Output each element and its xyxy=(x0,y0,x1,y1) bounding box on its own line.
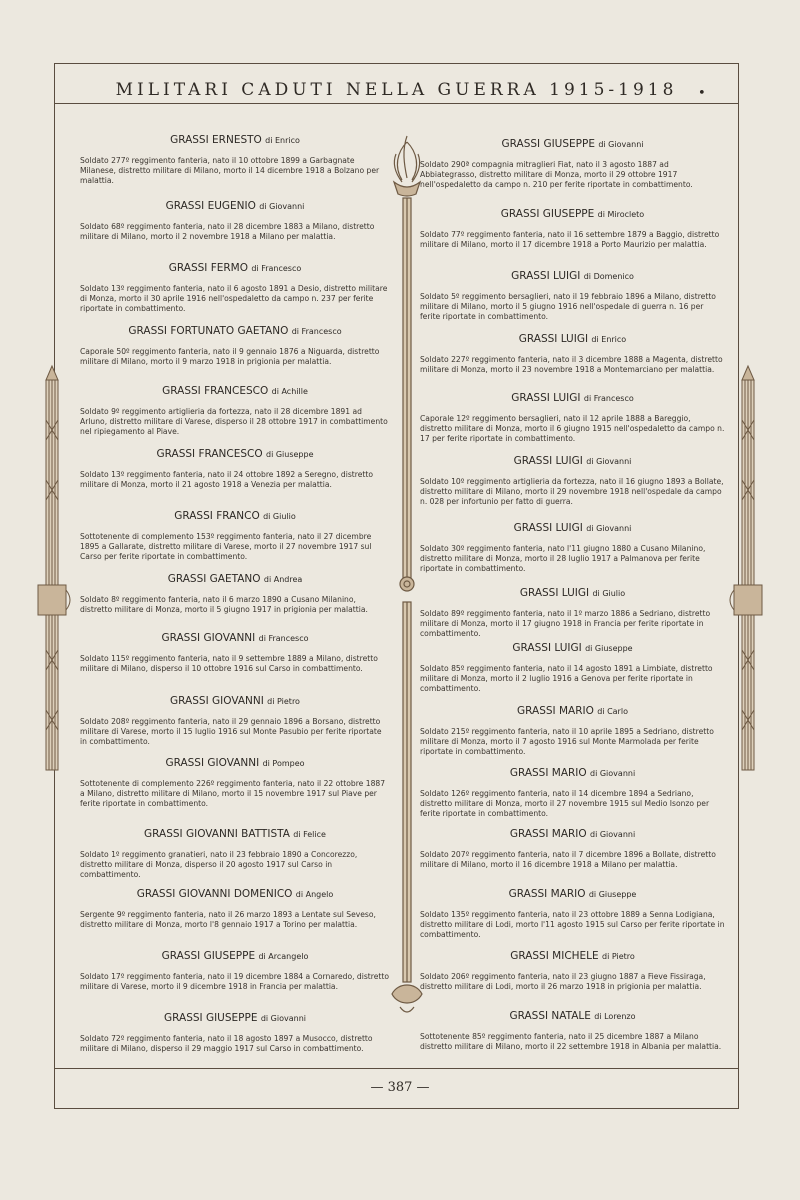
entry-name: GRASSI FERMO xyxy=(168,262,248,274)
entry-description: Soldato 77º reggimento fanteria, nato il 16 settembre 1879 a Baggio, distretto militare di Milano, morto il 17 dicembre 1918 a Porto Maurizio per malattia. xyxy=(420,230,720,249)
footer-rule xyxy=(54,1068,739,1069)
entry-parent: di Francesco xyxy=(258,634,309,643)
entry xyxy=(80,1012,390,1054)
entry-parent: di Giovanni xyxy=(590,830,636,839)
entry-description: Soldato 9º reggimento artiglieria da fortezza, nato il 28 dicembre 1891 ad Arluno, distretto militare di Varese, disperso il 28 ottobre 1917 in combattimento nel ripiegamento al Piave. xyxy=(80,407,388,436)
entry-parent: di Giulio xyxy=(592,589,626,598)
entry-name: GRASSI GIOVANNI xyxy=(170,695,264,707)
right-fasces-ornament xyxy=(728,360,768,780)
entry-description: Soldato 215º reggimento fanteria, nato il 10 aprile 1895 a Sedriano, distretto militare di Monza, morto il 7 agosto 1916 sul Monte Marmolada per ferite riportate in combattimento. xyxy=(420,727,714,756)
entry xyxy=(420,522,725,574)
entry-parent: di Giuseppe xyxy=(585,644,633,653)
entry-name: GRASSI GIOVANNI xyxy=(165,757,260,769)
entry-name: GRASSI LUIGI xyxy=(518,333,589,345)
entry-parent: di Giovanni xyxy=(598,140,644,149)
entry-name: GRASSI MARIO xyxy=(509,828,587,840)
entry-description: Soldato 30º reggimento fanteria, nato l'11 giugno 1880 a Cusano Milanino, distretto militare di Monza, morto il 28 luglio 1917 a Palmanova per ferite riportate in combattimento. xyxy=(420,544,706,573)
page-number: — 387 — xyxy=(370,1080,430,1095)
entry-name: GRASSI GIOVANNI DOMENICO xyxy=(136,888,293,900)
entry-parent: di Pompeo xyxy=(262,759,305,768)
entry-parent: di Arcangelo xyxy=(258,952,309,961)
entry-name: GRASSI FRANCESCO xyxy=(162,385,269,397)
entry xyxy=(80,888,390,930)
entry xyxy=(80,757,390,809)
entry xyxy=(420,705,725,757)
entry-parent: di Felice xyxy=(293,830,326,839)
entry-description: Soldato 85º reggimento fanteria, nato il 14 agosto 1891 a Limbiate, distretto militare di Monza, morto il 2 luglio 1916 a Genova per ferite riportate in combattimento. xyxy=(420,664,713,693)
entry xyxy=(420,455,725,507)
entry-description: Soldato 227º reggimento fanteria, nato il 3 dicembre 1888 a Magenta, distretto militare di Monza, morto il 23 novembre 1918 a Montemarciano per malattia. xyxy=(420,355,723,374)
entry xyxy=(80,134,390,186)
entry xyxy=(80,828,390,880)
header-rule xyxy=(54,103,739,104)
entry-description: Soldato 115º reggimento fanteria, nato il 9 settembre 1889 a Milano, distretto militare di Milano, disperso il 10 ottobre 1916 sul Carso in combattimento. xyxy=(80,654,378,673)
entry xyxy=(420,333,725,375)
entry-parent: di Francesco xyxy=(291,327,342,336)
entry-name: GRASSI LUIGI xyxy=(512,642,582,654)
entry-parent: di Enrico xyxy=(591,335,627,344)
entry-description: Soldato 10º reggimento artiglieria da fortezza, nato il 16 giugno 1893 a Bollate, distretto militare di Milano, morto il 29 novembre 1918 nell'ospedale da campo n. 028 per infortunio per fatto di guerra. xyxy=(420,477,724,506)
entry-name: GRASSI GIUSEPPE xyxy=(161,950,256,962)
entry-name: GRASSI LUIGI xyxy=(519,587,590,599)
entry-description: Soldato 135º reggimento fanteria, nato il 23 ottobre 1889 a Senna Lodigiana, distretto militare di Lodi, morto l'11 agosto 1915 sul Carso per ferite riportate in combattimento. xyxy=(420,910,725,939)
entry-name: GRASSI LUIGI xyxy=(513,455,583,467)
entry-name: GRASSI ERNESTO xyxy=(170,134,262,146)
entry-name: GRASSI NATALE xyxy=(509,1010,591,1022)
entry-name: GRASSI GIOVANNI xyxy=(161,632,256,644)
entry-name: GRASSI LUIGI xyxy=(511,392,581,404)
entry-parent: di Achille xyxy=(271,387,308,396)
entry-parent: di Giovanni xyxy=(590,769,636,778)
entry xyxy=(420,828,725,870)
entry-parent: di Giovanni xyxy=(259,202,305,211)
entry xyxy=(80,200,390,242)
entry-name: GRASSI LUIGI xyxy=(513,522,583,534)
entry xyxy=(80,385,390,437)
entry-parent: di Angelo xyxy=(295,890,334,899)
entry-description: Sergente 9º reggimento fanteria, nato il 26 marzo 1893 a Lentate sul Seveso, distretto militare di Monza, morto l'8 gennaio 1917 a Torino per malattia. xyxy=(80,910,376,929)
entry-name: GRASSI MARIO xyxy=(517,705,594,717)
entry-description: Sottotenente di complemento 153º reggimento fanteria, nato il 27 dicembre 1895 a Gallarate, distretto militare di Varese, morto il 27 novembre 1917 sul Carso per ferite riportate in combattimento. xyxy=(80,532,372,561)
entry xyxy=(80,695,390,747)
entry xyxy=(420,392,725,444)
entry-parent: di Pietro xyxy=(267,697,300,706)
entry-name: GRASSI GIUSEPPE xyxy=(501,138,595,150)
entry-parent: di Francesco xyxy=(251,264,302,273)
entry xyxy=(420,1010,725,1052)
entry-parent: di Domenico xyxy=(583,272,634,281)
entry-description: Soldato 5º reggimento bersaglieri, nato il 19 febbraio 1896 a Milano, distretto militare di Milano, morto il 5 giugno 1916 nell'ospedale di guerra n. 16 per ferite riportate in combattimento. xyxy=(420,292,716,321)
entry-parent: di Andrea xyxy=(263,575,303,584)
entry-parent: di Giuseppe xyxy=(588,890,637,899)
entry-parent: di Giovanni xyxy=(586,457,632,466)
entry-parent: di Carlo xyxy=(597,707,628,716)
entry-parent: di Mirocleto xyxy=(597,210,645,219)
entry-description: Soldato 1º reggimento granatieri, nato il 23 febbraio 1890 a Concorezzo, distretto militare di Monza, disperso il 20 agosto 1917 sul Carso in combattimento. xyxy=(80,850,358,879)
title-dot: • xyxy=(698,86,706,101)
entry-description: Soldato 277º reggimento fanteria, nato il 10 ottobre 1899 a Garbagnate Milanese, distretto militare di Milano, morto il 14 dicembre 1918 a Bolzano per malattia. xyxy=(80,156,380,185)
entry-parent: di Francesco xyxy=(583,394,634,403)
entry xyxy=(80,573,390,615)
entry-parent: di Giovanni xyxy=(586,524,632,533)
entry-name: GRASSI GAETANO xyxy=(167,573,261,585)
entry-description: Soldato 290ª compagnia mitraglieri Fiat, nato il 3 agosto 1887 ad Abbiategrasso, distretto militare di Monza, morto il 29 ottobre 1917 nell'ospedaletto da campo n. 210 per ferite riportate in combattimento. xyxy=(420,160,693,189)
entry-description: Soldato 89º reggimento fanteria, nato il 1º marzo 1886 a Sedriano, distretto militare di Monza, morto il 17 giugno 1918 in Francia per ferite riportate in combattimento. xyxy=(420,609,711,638)
entry xyxy=(80,325,390,367)
entry xyxy=(420,138,725,190)
left-fasces-ornament xyxy=(32,360,72,780)
entry xyxy=(80,632,390,674)
entry-name: GRASSI MARIO xyxy=(508,888,586,900)
entry-name: GRASSI MARIO xyxy=(509,767,587,779)
entry xyxy=(420,767,725,819)
entry-parent: di Lorenzo xyxy=(594,1012,636,1021)
entry-name: GRASSI LUIGI xyxy=(511,270,581,282)
entry-parent: di Giovanni xyxy=(260,1014,306,1023)
entry-parent: di Giulio xyxy=(263,512,296,521)
entry xyxy=(420,950,725,992)
entry-description: Soldato 8º reggimento fanteria, nato il 6 marzo 1890 a Cusano Milanino, distretto militare di Monza, morto il 5 giugno 1917 in prigionia per malattia. xyxy=(80,595,368,614)
entry xyxy=(420,270,725,322)
entry-name: GRASSI FORTUNATO GAETANO xyxy=(128,325,289,337)
entry-description: Soldato 72º reggimento fanteria, nato il 18 agosto 1897 a Musocco, distretto militare di Milano, disperso il 29 maggio 1917 sul Carso in combattimento. xyxy=(80,1034,373,1053)
entry xyxy=(420,642,725,694)
entry-parent: di Pietro xyxy=(602,952,635,961)
entry-name: GRASSI MICHELE xyxy=(510,950,599,962)
entry-description: Soldato 13º reggimento fanteria, nato il 6 agosto 1891 a Desio, distretto militare di Monza, morto il 30 aprile 1916 nell'ospedaletto da campo n. 237 per ferite riportate in combattimento. xyxy=(80,284,388,313)
entry-description: Soldato 206º reggimento fanteria, nato il 23 giugno 1887 a Fieve Fissiraga, distretto militare di Lodi, morto il 26 marzo 1918 in prigionia per malattia. xyxy=(420,972,706,991)
entry-name: GRASSI FRANCO xyxy=(174,510,260,522)
entry-parent: di Enrico xyxy=(265,136,300,145)
entry xyxy=(80,262,390,314)
entry xyxy=(80,448,390,490)
entry-description: Soldato 207º reggimento fanteria, nato il 7 dicembre 1896 a Bollate, distretto militare di Milano, morto il 16 dicembre 1918 a Milano per malattia. xyxy=(420,850,716,869)
entry-description: Soldato 126º reggimento fanteria, nato il 14 dicembre 1894 a Sedriano, distretto militare di Monza, morto il 27 novembre 1915 sul Medio Isonzo per ferite riportate in combattimento. xyxy=(420,789,710,818)
entry-description: Soldato 208º reggimento fanteria, nato il 29 gennaio 1896 a Borsano, distretto militare di Varese, morto il 15 luglio 1916 sul Monte Pasubio per ferite riportate in combattimento. xyxy=(80,717,382,746)
entry-name: GRASSI FRANCESCO xyxy=(156,448,263,460)
entry-description: Sottotenente di complemento 226º reggimento fanteria, nato il 22 ottobre 1887 a Milano, distretto militare di Milano, morto il 15 novembre 1917 sul Piave per ferite riportate in combattimento. xyxy=(80,779,386,808)
entry-description: Caporale 50º reggimento fanteria, nato il 9 gennaio 1876 a Niguarda, distretto militare di Milano, morto il 9 marzo 1918 in prigionia per malattia. xyxy=(80,347,380,366)
entry xyxy=(420,587,725,639)
entry-name: GRASSI GIUSEPPE xyxy=(500,208,595,220)
entry-description: Caporale 12º reggimento bersaglieri, nato il 12 aprile 1888 a Bareggio, distretto militare di Monza, morto il 6 giugno 1915 nell'ospedaletto da campo n. 17 per ferite riportate in combattimento. xyxy=(420,414,725,443)
entry-name: GRASSI GIUSEPPE xyxy=(164,1012,258,1024)
page-title: MILITARI CADUTI NELLA GUERRA 1915-1918 xyxy=(115,80,678,100)
entry-description: Sottotenente 85º reggimento fanteria, nato il 25 dicembre 1887 a Milano distretto militare di Milano, morto il 22 settembre 1918 in Albania per malattia. xyxy=(420,1032,722,1051)
entry-description: Soldato 17º reggimento fanteria, nato il 19 dicembre 1884 a Cornaredo, distretto militare di Varese, morto il 9 dicembre 1918 in Francia per malattia. xyxy=(80,972,390,991)
entry xyxy=(420,888,725,940)
entry-name: GRASSI EUGENIO xyxy=(165,200,256,212)
entry-description: Soldato 68º reggimento fanteria, nato il 28 dicembre 1883 a Milano, distretto militare di Milano, morto il 2 novembre 1918 a Milano per malattia. xyxy=(80,222,375,241)
entry-description: Soldato 13º reggimento fanteria, nato il 24 ottobre 1892 a Seregno, distretto militare di Monza, morto il 21 agosto 1918 a Venezia per malattia. xyxy=(80,470,373,489)
entry-parent: di Giuseppe xyxy=(265,450,314,459)
entry xyxy=(80,510,390,562)
entry xyxy=(80,950,390,992)
entry-name: GRASSI GIOVANNI BATTISTA xyxy=(144,828,290,840)
entry xyxy=(420,208,725,250)
